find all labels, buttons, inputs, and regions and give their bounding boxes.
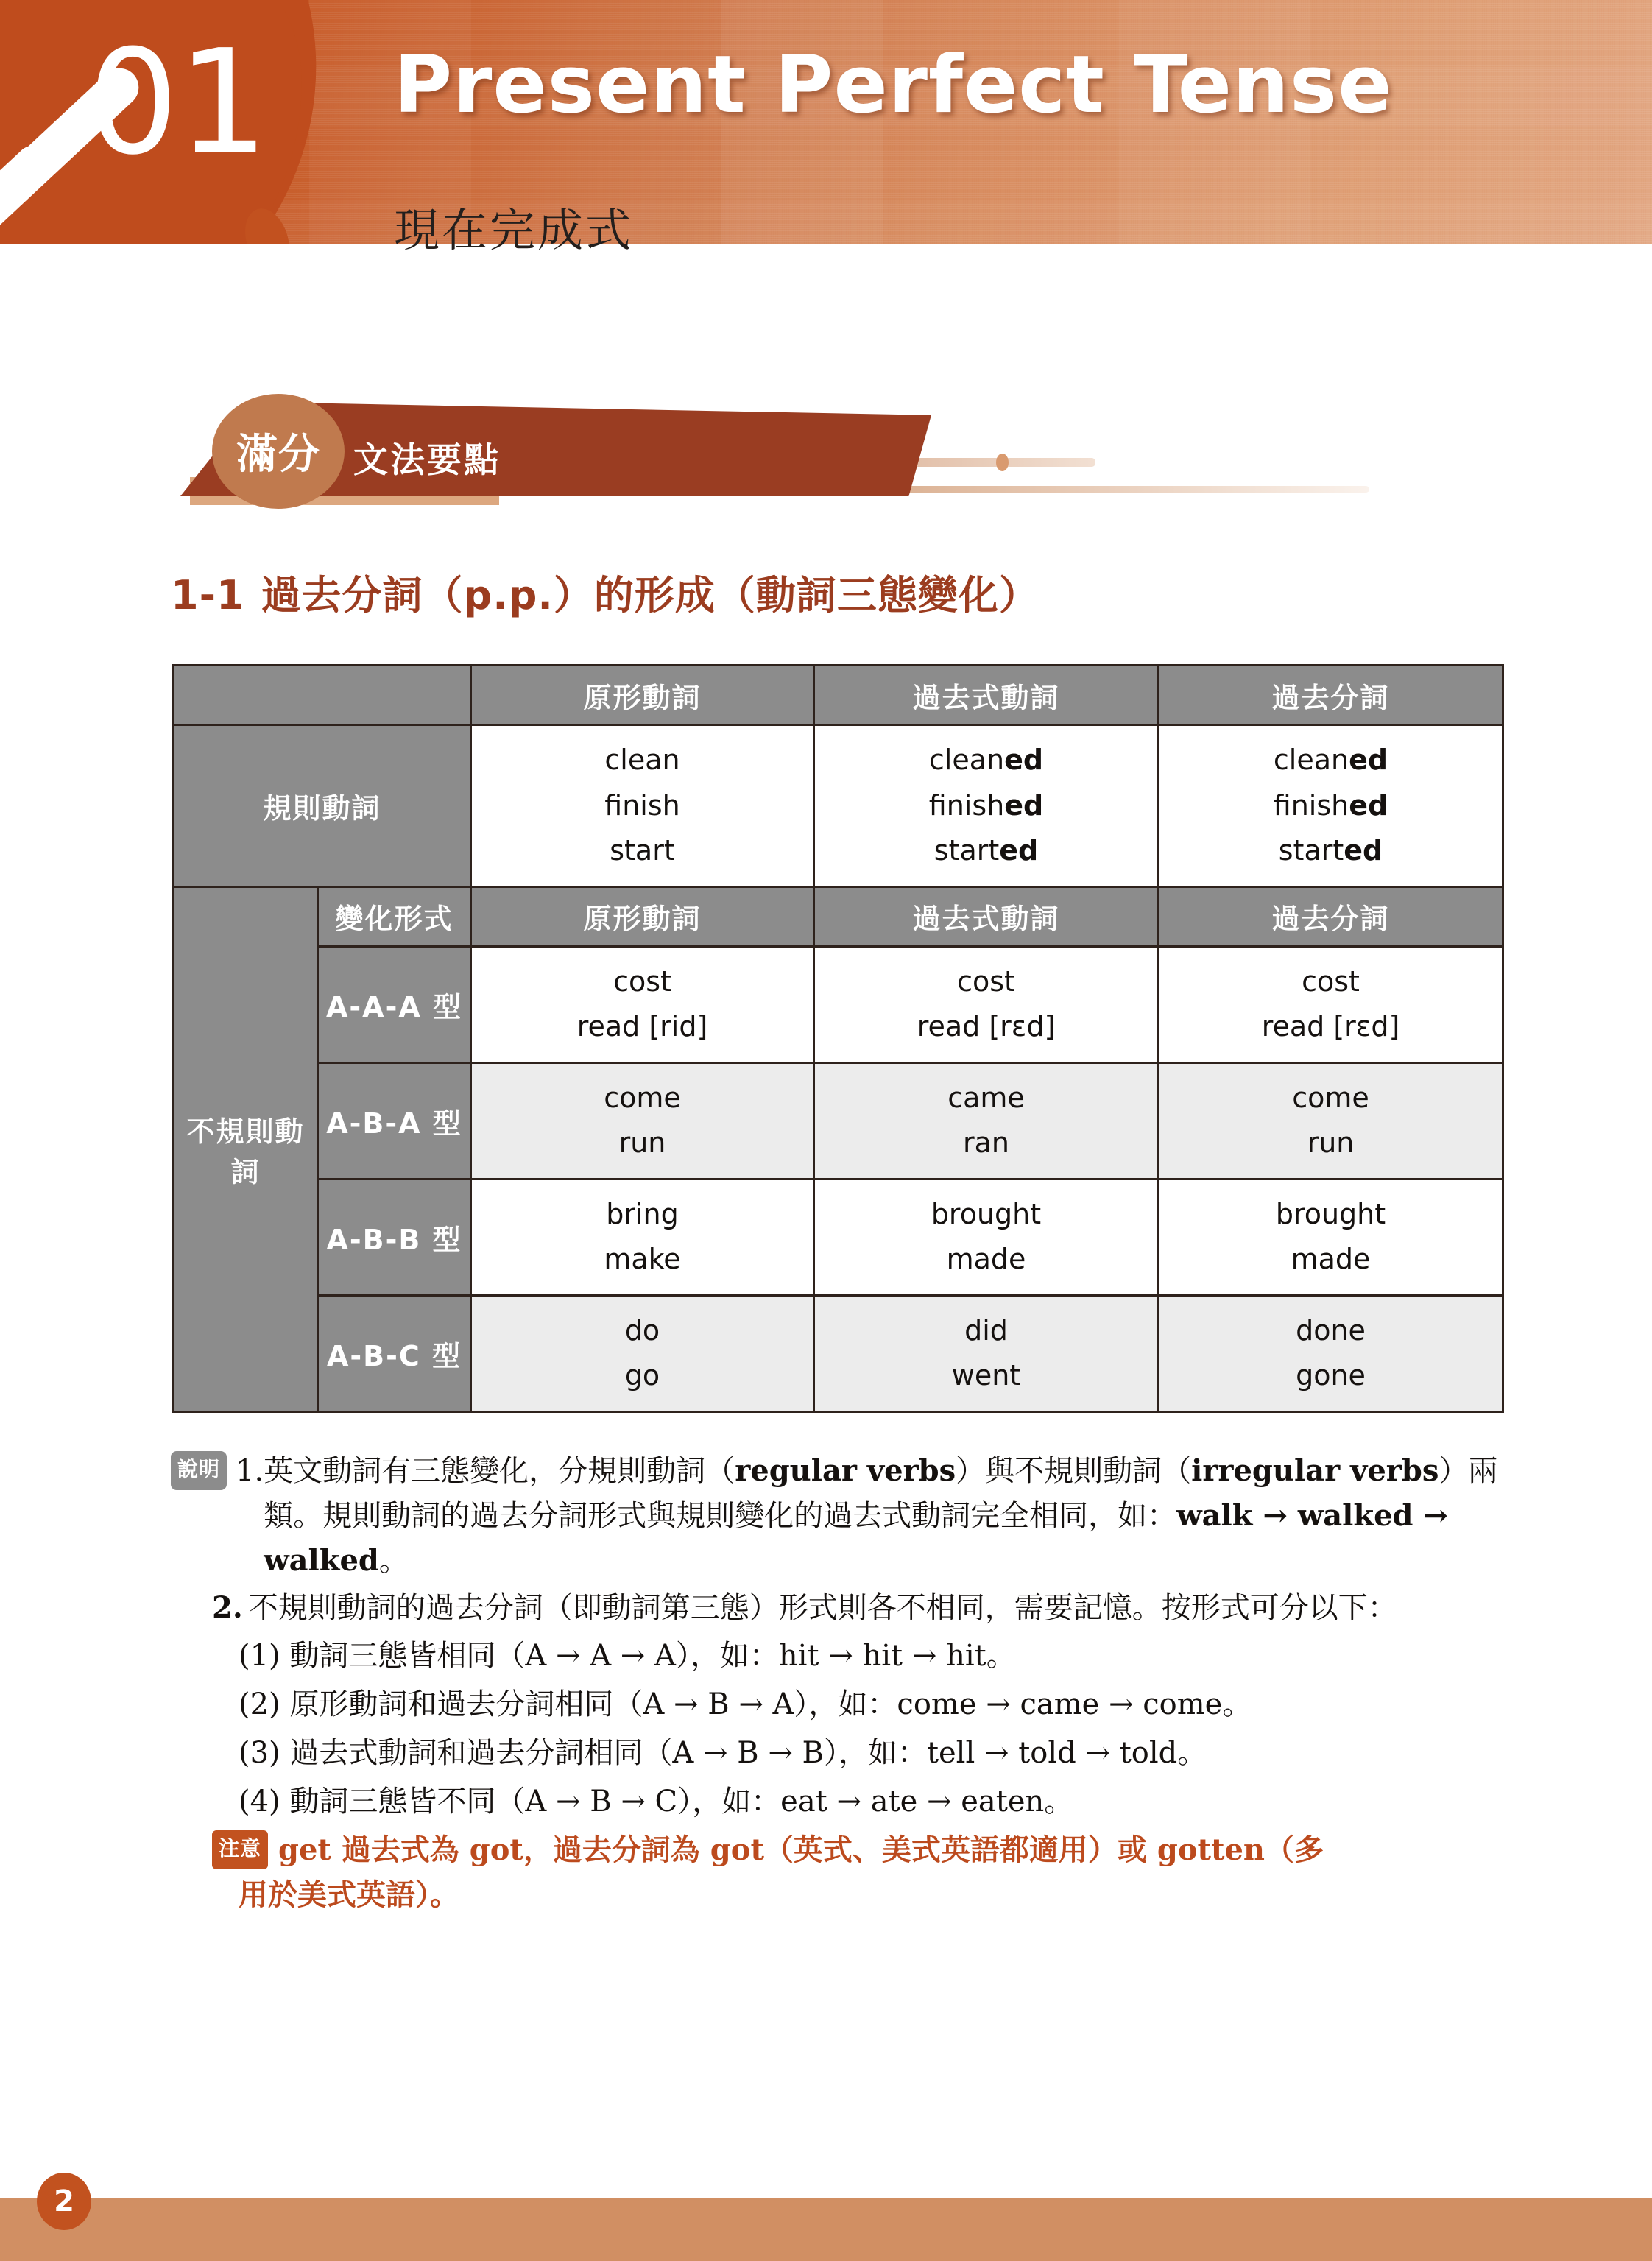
- note-badge: 注意: [212, 1830, 268, 1869]
- verb-cell-text: brought: [1275, 1197, 1386, 1230]
- verb-cell-text: cost: [1302, 964, 1360, 998]
- verb-cell-text: did: [964, 1313, 1008, 1347]
- banner-oval-label: 滿分: [236, 431, 320, 479]
- footer-bar: [0, 2198, 1652, 2261]
- verb-cell-text: clean: [604, 744, 680, 776]
- table-row: [174, 1295, 1503, 1411]
- explanation-item-1: [171, 1449, 1503, 1583]
- col-header-base-2: 原形動詞: [471, 886, 814, 946]
- verb-cell-text: gone: [1296, 1359, 1366, 1392]
- regular-corner-cell: [174, 666, 471, 725]
- section-title: 過去分詞（p.p.）的形成（動詞三態變化）: [261, 572, 1039, 618]
- verb-cell-text: go: [624, 1359, 660, 1392]
- abb-base-cell: [471, 1179, 814, 1295]
- abc-base-cell: [471, 1295, 814, 1411]
- banner-subtitle: 文法要點: [353, 440, 501, 481]
- regular-pp-cell: [1159, 725, 1503, 887]
- note-block: [212, 1828, 1503, 1918]
- chapter-title-chinese: 現在完成式: [394, 203, 634, 257]
- explanation-item-text: 不規則動詞的過去分詞（即動詞第三態）形式則各不相同，需要記憶。按形式可分以下：: [248, 1591, 1397, 1626]
- list-item: (3) 過去式動詞和過去分詞相同（A → B → B），如：tell → told → told。: [239, 1735, 1207, 1770]
- irregular-type-abc: A-B-C 型: [318, 1295, 471, 1411]
- verb-cell-text: read [rid]: [576, 1010, 708, 1043]
- verb-cell-text: read [rɛd]: [1261, 1010, 1400, 1043]
- table-row: [174, 1179, 1503, 1295]
- explanation-badge: 說明: [171, 1451, 227, 1490]
- verb-cell-text: started: [933, 834, 1039, 867]
- verb-cell-text: done: [1296, 1313, 1366, 1347]
- verb-cell-text: came: [947, 1081, 1025, 1114]
- grammar-points-banner: [0, 398, 1652, 508]
- verb-cell-text: start: [610, 834, 675, 867]
- section-number: 1-1: [171, 572, 245, 618]
- irregular-type-aaa: A-A-A 型: [318, 946, 471, 1062]
- col-header-base-1: 原形動詞: [471, 666, 814, 725]
- section-heading: [171, 564, 1039, 621]
- verb-cell-text: brought: [931, 1197, 1042, 1230]
- aba-pp-cell: [1159, 1062, 1503, 1179]
- verb-cell-text: read [rɛd]: [917, 1010, 1056, 1043]
- regular-past-cell: [814, 725, 1159, 887]
- table-row: [174, 1062, 1503, 1179]
- verb-cell-text: ran: [963, 1126, 1009, 1160]
- abc-pp-cell: [1159, 1295, 1503, 1411]
- aaa-pp-cell: [1159, 946, 1503, 1062]
- col-header-past-2: 過去式動詞: [814, 886, 1159, 946]
- verb-cell-text: finish: [604, 789, 680, 822]
- row-label-regular-verbs: 規則動詞: [174, 725, 471, 887]
- table-row: [174, 886, 1503, 946]
- col-header-past-1: 過去式動詞: [814, 666, 1159, 725]
- verb-cell-text: finished: [928, 789, 1044, 822]
- col-header-form-type: 變化形式: [318, 886, 471, 946]
- verb-cell-text: bring: [606, 1197, 679, 1230]
- verb-cell-text: cleaned: [1273, 744, 1388, 776]
- explanation-block: [171, 1449, 1503, 1918]
- irregular-type-abb: A-B-B 型: [318, 1179, 471, 1295]
- explanation-item-marker: 1.: [236, 1454, 264, 1488]
- note-line-2: 用於美式英語）。: [239, 1877, 459, 1913]
- aba-past-cell: [814, 1062, 1159, 1179]
- col-header-pp-1: 過去分詞: [1159, 666, 1503, 725]
- verb-cell-text: come: [604, 1081, 681, 1114]
- verb-cell-text: do: [624, 1313, 660, 1347]
- verb-cell-text: started: [1278, 834, 1383, 867]
- verb-conjugation-table: [172, 664, 1504, 1413]
- verb-cell-text: run: [618, 1126, 666, 1160]
- verb-cell-text: finished: [1273, 789, 1388, 822]
- verb-cell-text: come: [1292, 1081, 1369, 1114]
- explanation-item-text: 英文動詞有三態變化，分規則動詞（regular verbs）與不規則動詞（irregular verbs）兩類。規則動詞的過去分詞形式與規則變化的過去式動詞完全相同，如：walk → walked → walked。: [264, 1453, 1498, 1578]
- banner-oval-badge: [212, 394, 345, 509]
- explanation-sub-list: [239, 1634, 1503, 1824]
- note-line-1: get 過去式為 got，過去分詞為 got（英式、美式英語都適用）或 gotten（多: [278, 1833, 1324, 1868]
- explanation-item-2: [212, 1586, 1503, 1631]
- chapter-title-english: Present Perfect Tense: [394, 39, 1393, 131]
- explanation-item-marker: 2.: [212, 1590, 243, 1626]
- page-header-banner: [0, 0, 1652, 244]
- verb-cell-text: cleaned: [928, 744, 1044, 776]
- decorative-dot-2: [996, 454, 1009, 471]
- table-row: [174, 666, 1503, 725]
- abc-past-cell: [814, 1295, 1159, 1411]
- verb-cell-text: run: [1307, 1126, 1355, 1160]
- chapter-number: 01: [87, 19, 268, 187]
- table-row: [174, 946, 1503, 1062]
- page-number-badge: 2: [37, 2173, 91, 2230]
- verb-cell-text: made: [946, 1243, 1026, 1276]
- aaa-past-cell: [814, 946, 1159, 1062]
- aba-base-cell: [471, 1062, 814, 1179]
- aaa-base-cell: [471, 946, 814, 1062]
- row-label-irregular-verbs: 不規則動詞: [174, 886, 318, 1411]
- regular-base-cell: [471, 725, 814, 887]
- col-header-pp-2: 過去分詞: [1159, 886, 1503, 946]
- abb-past-cell: [814, 1179, 1159, 1295]
- verb-cell-text: cost: [957, 964, 1015, 998]
- irregular-type-aba: A-B-A 型: [318, 1062, 471, 1179]
- verb-cell-text: make: [604, 1243, 681, 1276]
- verb-cell-text: made: [1291, 1243, 1371, 1276]
- list-item: (4) 動詞三態皆不同（A → B → C），如：eat → ate → eaten。: [239, 1784, 1074, 1819]
- verb-cell-text: went: [951, 1359, 1021, 1392]
- list-item: (2) 原形動詞和過去分詞相同（A → B → A），如：come → came → come。: [239, 1687, 1252, 1721]
- abb-pp-cell: [1159, 1179, 1503, 1295]
- list-item: (1) 動詞三態皆相同（A → A → A），如：hit → hit → hit。: [239, 1639, 1016, 1673]
- verb-cell-text: cost: [613, 964, 671, 998]
- table-row: [174, 725, 1503, 887]
